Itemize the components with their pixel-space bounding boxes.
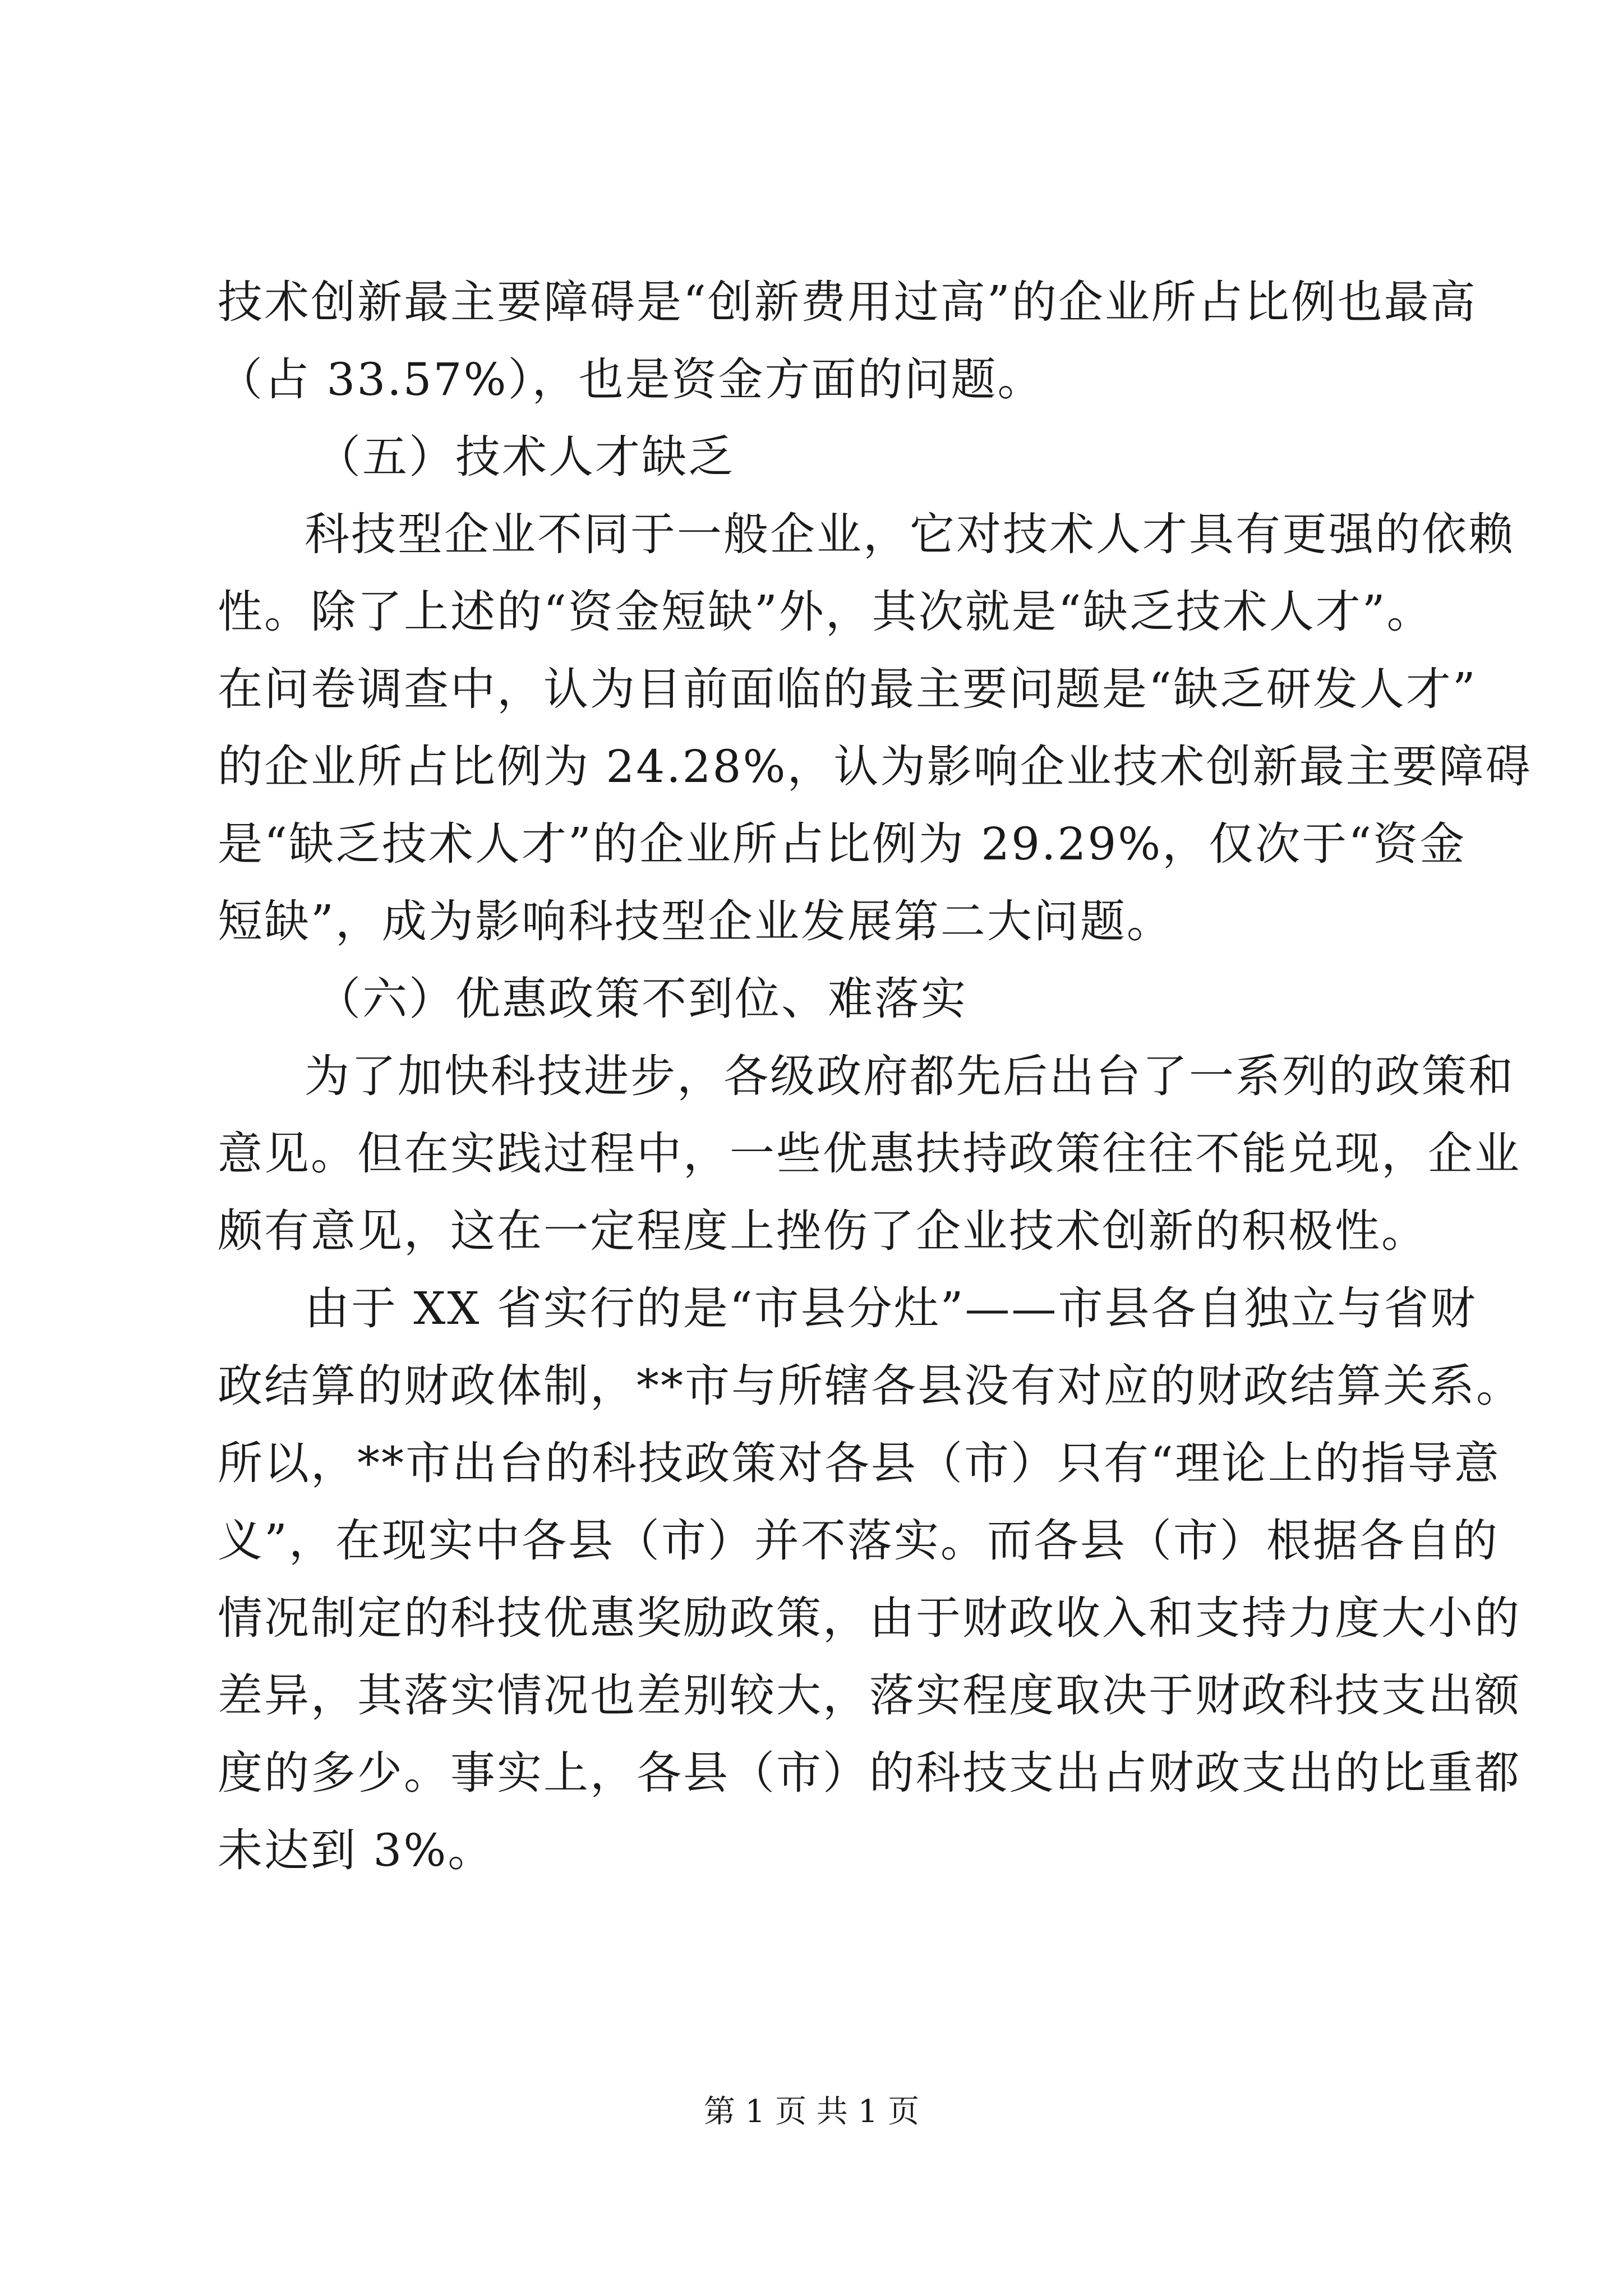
text-line: （六）优惠政策不到位、难落实 (316, 973, 967, 1025)
body-text (218, 264, 1532, 1889)
text-line: （五）技术人才缺乏 (316, 431, 735, 483)
text-line: 技术创新最主要障碍是“创新费用过高”的企业所占比例也最高 (218, 276, 1477, 328)
text-line: 度的多少。事实上，各县（市）的科技支出占财政支出的比重都 (218, 1747, 1521, 1799)
text-line: 情况制定的科技优惠奖励政策，由于财政收入和支持力度大小的 (218, 1592, 1521, 1644)
text-line: 科技型企业不同于一般企业，它对技术人才具有更强的依赖 (305, 508, 1515, 560)
text-line: 义”，在现实中各县（市）并不落实。而各县（市）根据各自的 (218, 1515, 1499, 1567)
text-line: 为了加快科技进步，各级政府都先后出台了一系列的政策和 (305, 1050, 1515, 1102)
text-line: 在问卷调查中，认为目前面临的最主要问题是“缺乏研发人才” (218, 663, 1477, 715)
text-line: 所以，**市出台的科技政策对各县（市）只有“理论上的指导意 (218, 1437, 1501, 1489)
text-line: 的企业所占比例为 24.28%，认为影响企业技术创新最主要障碍 (218, 740, 1532, 793)
text-line: 政结算的财政体制，**市与所辖各县没有对应的财政结算关系。 (218, 1360, 1523, 1412)
text-line: （占 33.57%），也是资金方面的问题。 (218, 353, 1044, 406)
page-footer: 第 1 页 共 1 页 (703, 2093, 920, 2130)
text-line: 意见。但在实践过程中，一些优惠扶持政策往往不能兑现，企业 (218, 1128, 1521, 1180)
text-line: 是“缺乏技术人才”的企业所占比例为 29.29%，仅次于“资金 (218, 818, 1467, 870)
text-line: 未达到 3%。 (218, 1824, 495, 1876)
text-line: 性。除了上述的“资金短缺”外，其次就是“缺乏技术人才”。 (218, 586, 1433, 638)
text-line: 由于 XX 省实行的是“市县分灶”——市县各自独立与省财 (305, 1282, 1477, 1335)
text-line: 颇有意见，这在一定程度上挫伤了企业技术创新的积极性。 (218, 1205, 1428, 1257)
text-line: 差异，其落实情况也差别较大，落实程度取决于财政科技支出额 (218, 1669, 1521, 1722)
text-line: 短缺”，成为影响科技型企业发展第二大问题。 (218, 895, 1173, 947)
